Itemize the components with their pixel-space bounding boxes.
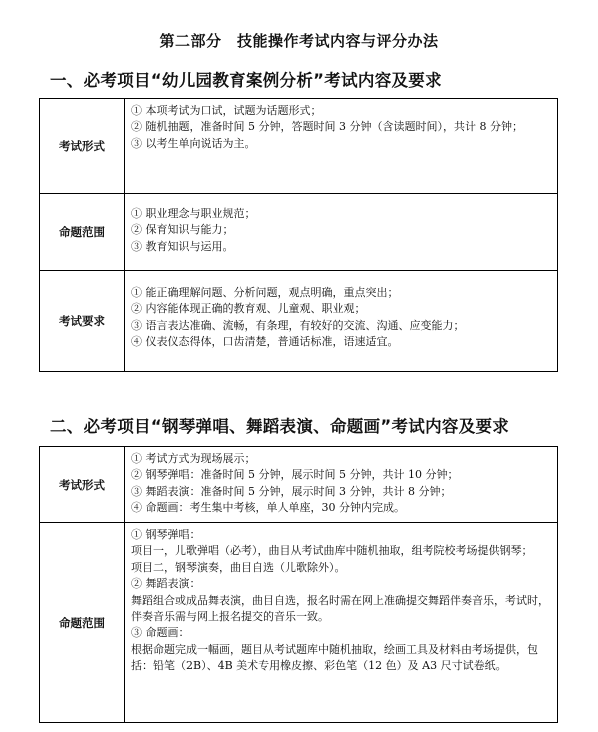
row-label: 考试要求 xyxy=(40,271,125,372)
content-line: ② 保育知识与能力； xyxy=(131,223,234,237)
row-content xyxy=(125,194,558,271)
content-line: 项目二，钢琴演奏，曲目自选（儿歌除外）。 xyxy=(131,560,346,574)
content-line: ① 能正确理解问题、分析问题，观点明确，重点突出； xyxy=(131,286,399,299)
content-line: ③ 教育知识与运用。 xyxy=(131,239,234,253)
content-line: 根据命题完成一幅画，题目从考试题库中随机抽取，绘画工具及材料由考场提供，包括：铅笔（2B）、4B 美术专用橡皮擦、彩色笔（12 色）及 A3 尺寸试卷纸。 xyxy=(131,642,538,673)
table-row xyxy=(40,271,558,372)
row-content xyxy=(125,447,558,523)
row-content xyxy=(125,523,558,723)
content-line: ② 舞蹈表演： xyxy=(131,577,201,591)
content-line: ④ 仪表仪态得体，口齿清楚，普通话标准，语速适宜。 xyxy=(131,335,399,349)
page-title: 第二部分 技能操作考试内容与评分办法 xyxy=(159,32,439,50)
row-label: 考试形式 xyxy=(40,99,125,194)
section-2-heading: 二、必考项目“钢琴弹唱、舞蹈表演、命题画”考试内容及要求 xyxy=(50,417,510,436)
content-line: 项目一，儿歌弹唱（必考），曲目从考试曲库中随机抽取，组考院校考场提供钢琴； xyxy=(131,544,533,558)
row-content xyxy=(125,99,558,194)
row-content xyxy=(125,271,558,372)
content-line: ① 考试方式为现场展示； xyxy=(131,452,256,465)
content-line: ③ 语言表达准确、流畅，有条理，有较好的交流、沟通、应变能力； xyxy=(131,318,465,332)
content-line: ① 本项考试为口试，试题为话题形式； xyxy=(131,104,322,117)
section-1-table xyxy=(39,98,558,372)
row-label: 命题范围 xyxy=(40,523,125,723)
section-2-table xyxy=(39,446,558,723)
table-row xyxy=(40,447,558,523)
content-line: ④ 命题画：考生集中考核，单人单座，30 分钟内完成。 xyxy=(131,501,405,515)
row-label: 命题范围 xyxy=(40,194,125,271)
row-label: 考试形式 xyxy=(40,447,125,523)
content-line: ② 随机抽题，准备时间 5 分钟，答题时间 3 分钟（含读题时间），共计 8 分钟； xyxy=(131,120,523,134)
content-line: ③ 舞蹈表演：准备时间 5 分钟，展示时间 3 分钟，共计 8 分钟； xyxy=(131,484,452,498)
table-row xyxy=(40,194,558,271)
content-line: ② 钢琴弹唱：准备时间 5 分钟，展示时间 5 分钟，共计 10 分钟； xyxy=(131,468,459,482)
content-line: ① 职业理念与职业规范； xyxy=(131,207,256,220)
content-line: ① 钢琴弹唱： xyxy=(131,528,201,541)
content-line: ③ 以考生单向说话为主。 xyxy=(131,136,256,150)
content-line: ③ 命题画： xyxy=(131,626,190,640)
content-line: 舞蹈组合或成品舞表演，曲目自选，报名时需在网上准确提交舞蹈伴奏音乐，考试时，伴奏音乐需与网上报名提交的音乐一致。 xyxy=(131,593,549,624)
table-row xyxy=(40,523,558,723)
section-1-heading: 一、必考项目“幼儿园教育案例分析”考试内容及要求 xyxy=(50,71,442,90)
content-line: ② 内容能体现正确的教育观、儿童观、职业观； xyxy=(131,302,366,316)
table-row xyxy=(40,99,558,194)
